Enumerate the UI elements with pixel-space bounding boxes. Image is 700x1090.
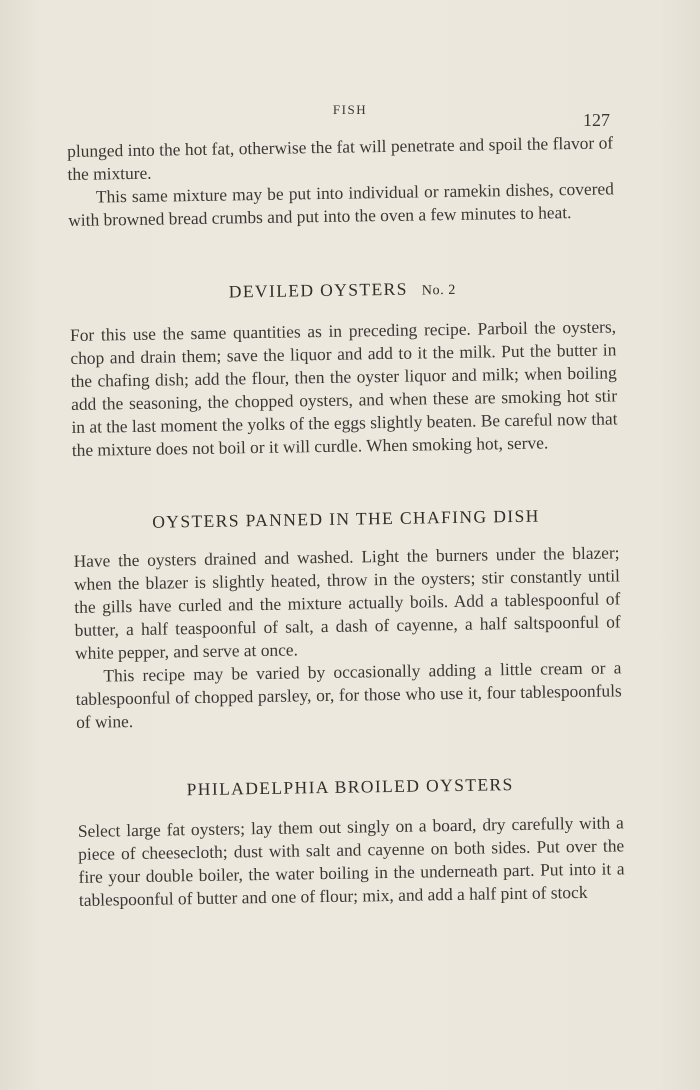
recipe-title-deviled-oysters [69, 275, 615, 305]
continuation-paragraph: plunged into the hot fat, otherwise the fat will penetrate and spoil the flavor of the mixture. [67, 132, 614, 184]
continuation-paragraph: This same mixture may be put into individual or ramekin dishes, covered with browned bread crumbs and put into the oven a few minutes to heat. [68, 178, 614, 230]
recipe-title-philadelphia-broiled-oysters: PHILADELPHIA BROILED OYSTERS [186, 774, 514, 800]
recipe-paragraph: For this use the same quantities as in preceding recipe. Parboil the oysters, chop and drain them; save the liquor and add to it the milk. Put the butter in the chafing dish; add the flour, then the oyster liquor and milk; when boiling add the seasoning, the chopped oysters, and when these are smoking hot stir in at the last moment the yolks of the eggs slightly beaten. Be careful now that the mixture does not boil or it will curdle. When smoking hot, serve. [69, 316, 618, 460]
running-head: FISH [332, 102, 368, 117]
recipe-paragraph: Have the oysters drained and washed. Light the burners under the blazer; when the blazer is slightly heated, throw in the oysters; stir constantly until the gills have curled and the mixture actually boils. Add a tablespoonful of butter, a half teaspoonful of salt, a dash of cayenne, a half saltspoonful of white pepper, and serve at once. [73, 542, 621, 663]
page-number: 127 [583, 110, 610, 130]
recipe-title-oysters-panned: OYSTERS PANNED IN THE CHAFING DISH [152, 505, 540, 532]
recipe-paragraph: This recipe may be varied by occasionally adding a little cream or a tablespoonful of chopped parsley, or, for those who use it, four tablespoonfuls of wine. [75, 657, 622, 732]
recipe-paragraph: Select large fat oysters; lay them out singly on a board, dry carefully with a piece of cheesecloth; dust with salt and cayenne on both sides. Put over the fire your double boiler, the water boiling in the underneath part. Put into it a tablespoonful of butter and one of flour; mix, and add a half pint of stock [77, 812, 625, 910]
page-content [67, 131, 625, 911]
recipe-title-suffix: No. 2 [421, 282, 457, 299]
recipe-title-text: DEVILED OYSTERS [228, 278, 408, 302]
